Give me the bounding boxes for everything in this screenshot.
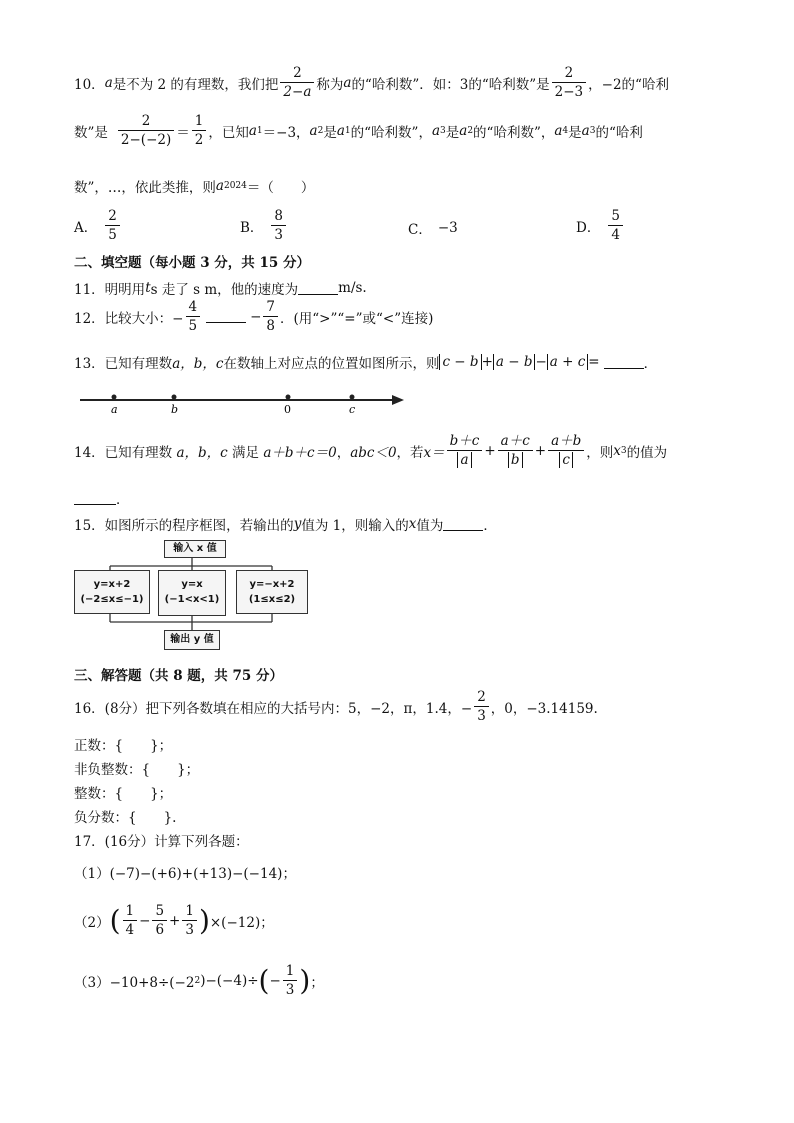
svg-text:0: 0	[284, 403, 291, 416]
answer-blank[interactable]	[298, 282, 338, 295]
q12: 12．比较大小：− $\frac{4}{5}$ − $\frac{7}{8}$ ．(用“>”“=”或“<”连接)	[74, 299, 434, 334]
q10-line1: 10． a 是不为 2 的有理数，我们把 $\frac{2}{2-a}$ 称为 a 的“哈利数”．如：3的“哈利数”是 $\frac{2}{2-3}$ ，−2的“哈利	[74, 65, 669, 100]
set-neg-fraction: 负分数：{ }.	[74, 810, 177, 826]
flow-branch-2: y=x (−1<x<1)	[158, 570, 226, 616]
svg-text:b: b	[171, 403, 179, 416]
set-nonneg-int: 非负整数：{ }；	[74, 762, 200, 778]
q10-line2: 数”是 $\frac{2}{2-(-2)}$ ＝ $\frac{1}{2}$ ，已知 a 1 ＝−3 ， a 2 是 a 1 的“哈利数”， a 3 是 a 2 的“哈利数”， a 4 是 a 3 的“哈利	[74, 113, 643, 148]
flow-input-box: 输入 x 值	[164, 540, 226, 558]
q17-part2: （2） ( $\frac{1}{4}$ − $\frac{5}{6}$ + $\frac{1}{3}$ ) ×(−12)；	[74, 903, 274, 938]
point-b	[172, 395, 177, 400]
flowchart	[74, 538, 314, 654]
fraction: $\frac{2}{2-3}$	[552, 64, 587, 101]
flow-branch-1: y=x+2 (−2≤x≤−1)	[74, 570, 150, 614]
flow-output-box: 输出 y 值	[164, 630, 220, 650]
set-integer: 整数：{ }；	[74, 786, 173, 802]
section-title: 三、解答题（共 8 题，共 75 分）	[74, 668, 283, 684]
q14: 14．已知有理数 a，b，c 满足 a＋b＋c＝0 ， abc＜0 ，若 x＝ $\frac{b+c}{a}$ + $\frac{a+c}{b}$ + $\frac{a+b}{c}$ ，则 x 3 的值为	[74, 433, 668, 468]
point-c	[350, 395, 355, 400]
q17-part1: （1）(−7)−(+6)+(+13)−(−14)；	[74, 866, 296, 882]
fraction: $\frac{2}{2-a}$	[280, 64, 314, 101]
point-a	[112, 395, 117, 400]
option-d[interactable]: D． $\frac{5}{4}$	[576, 207, 625, 244]
q17-title: 17．(16分）计算下列各题：	[74, 834, 249, 850]
answer-blank[interactable]	[604, 356, 644, 369]
set-positive: 正数：{ }；	[74, 738, 173, 754]
point-zero	[286, 395, 291, 400]
q11: 11．明明用 t s 走了 s m，他的速度为 m/s.	[74, 280, 367, 298]
answer-blank[interactable]	[74, 492, 116, 505]
svg-text:c: c	[349, 403, 356, 416]
q10-line3: 数”，…，依此类推，则 a 2024 ＝（ ）	[74, 178, 315, 196]
q17-part3: （3）−10+8÷(−2 2 )−(−4)÷ ( − $\frac{1}{3}$ ) ；	[74, 963, 324, 998]
option-a[interactable]: A． $\frac{2}{5}$	[74, 207, 122, 244]
answer-blank[interactable]	[206, 310, 246, 323]
q13: 13．已知有理数 a，b，c 在数轴上对应点的位置如图所示，则 c − b + a − b − a + c = ．	[74, 354, 658, 372]
q15: 15．如图所示的程序框图，若输出的 y 值为 1，则输入的 x 值为 ．	[74, 516, 497, 534]
answer-blank[interactable]	[443, 518, 483, 531]
option-c[interactable]: C． −3	[408, 220, 458, 238]
fraction: $\frac{2}{2-(-2)}$	[118, 112, 174, 149]
option-b[interactable]: B． $\frac{8}{3}$	[240, 207, 288, 244]
flow-branch-3: y=−x+2 (1≤x≤2)	[236, 570, 308, 614]
q14-answer-line: ．	[74, 488, 130, 508]
svg-text:a: a	[111, 403, 118, 416]
fraction: $\frac{1}{2}$	[192, 112, 207, 149]
q16: 16．(8分）把下列各数填在相应的大括号内：5，−2，π，1.4，− $\frac{2}{3}$ ，0，−3.14159.	[74, 689, 598, 724]
section-title: 二、填空题（每小题 3 分，共 15 分）	[74, 255, 310, 271]
number-line	[76, 388, 406, 418]
